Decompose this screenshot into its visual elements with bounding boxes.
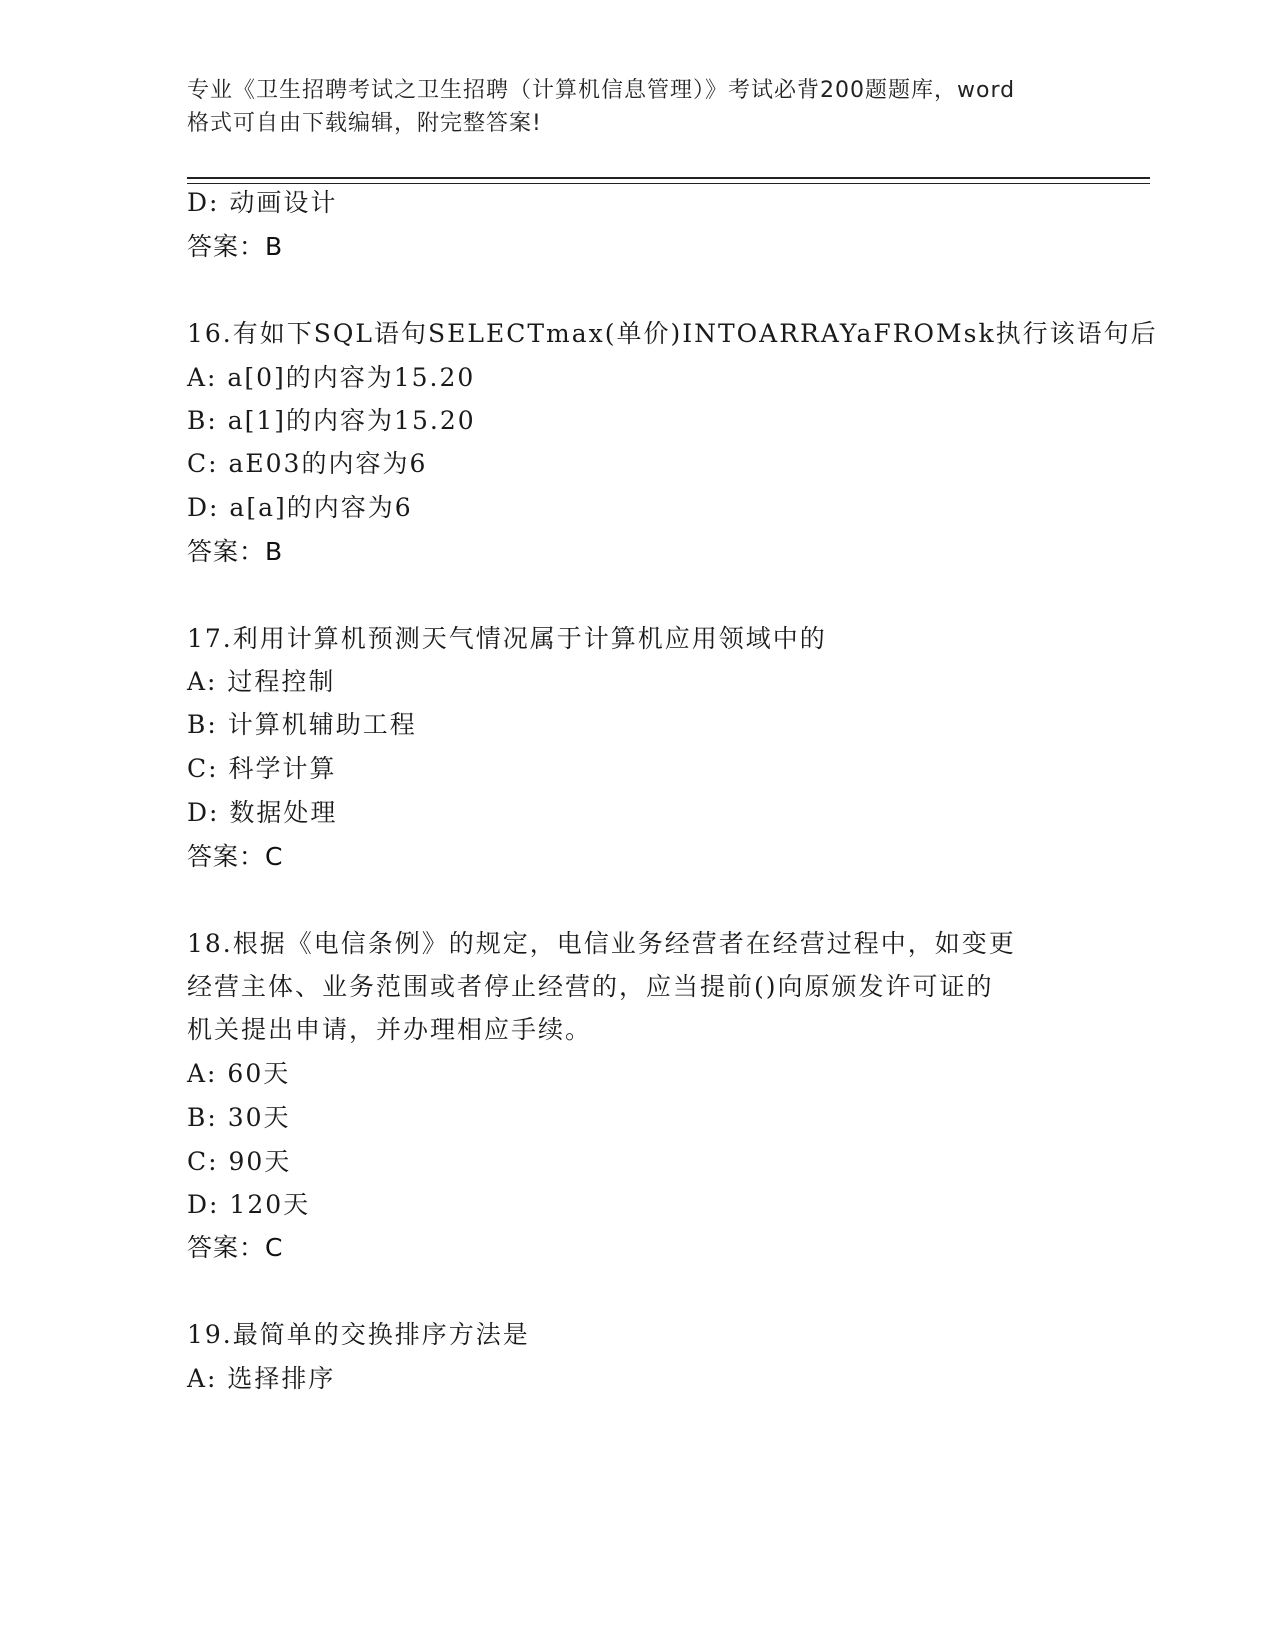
header-line-1: 专业《卫生招聘考试之卫生招聘（计算机信息管理）》考试必背200题题库，word: [187, 78, 1016, 103]
q16-option-d: D: a[a]的内容为6: [187, 493, 413, 522]
q19-question: 19.最简单的交换排序方法是: [187, 1320, 530, 1349]
q16-answer: 答案：B: [187, 537, 284, 566]
q18-question-line-2: 经营主体、业务范围或者停止经营的，应当提前()向原颁发许可证的: [187, 972, 994, 1001]
prev-option-d: D: 动画设计: [187, 188, 338, 217]
header-divider-thin: [187, 183, 1150, 184]
header-divider-thick: [187, 177, 1150, 179]
q17-option-c: C: 科学计算: [187, 754, 337, 783]
q17-answer: 答案：C: [187, 842, 284, 871]
header-line-2: 格式可自由下载编辑，附完整答案!: [187, 111, 542, 136]
q18-option-c: C: 90天: [187, 1147, 292, 1176]
q16-option-b: B: a[1]的内容为15.20: [187, 406, 476, 435]
q18-question-line-1: 18.根据《电信条例》的规定，电信业务经营者在经营过程中，如变更: [187, 929, 1016, 958]
q19-option-a: A: 选择排序: [187, 1364, 336, 1393]
q16-option-c: C: aE03的内容为6: [187, 449, 428, 478]
q18-option-b: B: 30天: [187, 1103, 291, 1132]
q17-question: 17.利用计算机预测天气情况属于计算机应用领域中的: [187, 624, 827, 653]
q18-answer: 答案：C: [187, 1233, 284, 1262]
q17-option-a: A: 过程控制: [187, 667, 336, 696]
q18-option-d: D: 120天: [187, 1190, 311, 1219]
document-header: [187, 74, 1087, 140]
q16-question: 16.有如下SQL语句SELECTmax(单价)INTOARRAYaFROMsk执行该语句后: [187, 319, 1158, 348]
prev-answer: 答案：B: [187, 232, 284, 261]
q17-option-b: B: 计算机辅助工程: [187, 710, 417, 739]
q18-question-line-3: 机关提出申请，并办理相应手续。: [187, 1015, 593, 1044]
q18-option-a: A: 60天: [187, 1059, 291, 1088]
q16-option-a: A: a[0]的内容为15.20: [187, 363, 476, 392]
q17-option-d: D: 数据处理: [187, 798, 338, 827]
